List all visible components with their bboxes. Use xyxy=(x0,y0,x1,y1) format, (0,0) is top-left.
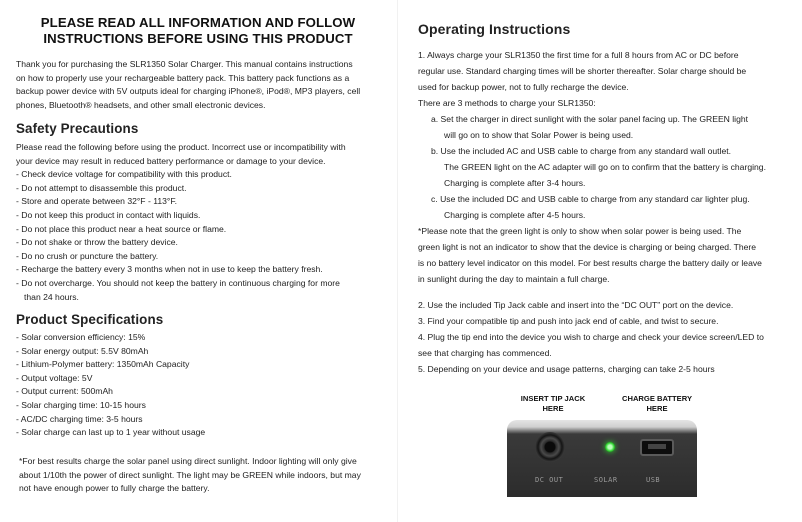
solar-label: SOLAR xyxy=(594,476,618,484)
note-line: in sunlight during the day to maintain a full charge. xyxy=(418,274,610,284)
dc-out-label: DC OUT xyxy=(535,476,564,484)
usb-label: USB xyxy=(646,476,661,484)
page-title xyxy=(14,15,382,47)
insert-tip-jack-label xyxy=(508,394,598,414)
step-1 xyxy=(418,47,798,287)
text-line: Thank you for purchasing the SLR1350 Solar Charger. This manual contains instructions xyxy=(16,59,353,69)
list-item: - Store and operate between 32°F - 113°F. xyxy=(16,196,178,207)
text-line: your device may result in reduced battery performance or damage to your device. xyxy=(16,155,326,166)
text-line: Charging is complete after 3-4 hours. xyxy=(444,178,586,188)
list-item: - Do not place this product near a heat source or flame. xyxy=(16,223,227,234)
list-item: 3. Find your compatible tip and push into jack end of cable, and twist to secure. xyxy=(418,316,719,326)
dc-jack-port-icon xyxy=(535,432,565,462)
note-line: *Please note that the green light is only to show when solar power is being used. The xyxy=(418,226,742,236)
list-item: - AC/DC charging time: 3-5 hours xyxy=(16,413,143,424)
text-line: The GREEN light on the AC adapter will go on to confirm that the battery is charging. xyxy=(444,162,766,172)
text-line: Please read the following before using the product. Incorrect use or incompatibility with xyxy=(16,142,346,152)
specs-heading: Product Specifications xyxy=(16,312,164,327)
label-line: HERE xyxy=(646,404,668,413)
device-photo xyxy=(507,420,697,497)
column-divider xyxy=(397,0,398,522)
list-item: see that charging has commenced. xyxy=(418,348,552,358)
steps-2-5 xyxy=(418,297,798,377)
title-line: INSTRUCTIONS BEFORE USING THIS PRODUCT xyxy=(43,31,353,46)
text-line: 1. Always charge your SLR1350 the first time for a full 8 hours from AC or DC before xyxy=(418,50,739,60)
label-line: HERE xyxy=(542,404,564,413)
list-item: - Check device voltage for compatibility with this product. xyxy=(16,169,232,180)
list-item: - Do not shake or throw the battery device. xyxy=(16,237,178,248)
text-line: regular use. Standard charging times will be shorter thereafter. Solar charge should be xyxy=(418,66,747,76)
text-line: backup power device with 5V outputs ideal for charging iPhone®, iPod®, MP3 players, cell xyxy=(16,86,361,97)
list-item: - Lithium-Polymer battery: 1350mAh Capacity xyxy=(16,359,190,370)
note-line: green light is not an indicator to show that the device is charging or being charged. There xyxy=(418,242,757,252)
list-item: - Solar energy output: 5.5V 80mAh xyxy=(16,345,149,356)
text-line: phones, Bluetooth® headsets, and other small electronic devices. xyxy=(16,99,266,110)
left-column xyxy=(0,0,394,522)
list-item: 2. Use the included Tip Jack cable and insert into the “DC OUT” port on the device. xyxy=(418,300,734,310)
list-item: - Do no crush or puncture the battery. xyxy=(16,250,159,261)
intro-paragraph xyxy=(16,58,388,112)
label-line: CHARGE BATTERY xyxy=(621,394,693,403)
green-led-icon xyxy=(605,442,615,452)
text-line: Charging is complete after 4-5 hours. xyxy=(444,210,586,220)
usb-port-icon xyxy=(640,439,674,456)
text-line: not have enough power to fully charge the battery. xyxy=(19,483,210,494)
list-item: 4. Plug the tip end into the device you wish to charge and check your device screen/LED to xyxy=(418,332,764,342)
list-item: - Recharge the battery every 3 months when not in use to keep the battery fresh. xyxy=(16,264,323,275)
text-line: There are 3 methods to charge your SLR1350: xyxy=(418,98,596,108)
text-line: will go on to show that Solar Power is being used. xyxy=(444,130,634,140)
list-item: - Solar charge can last up to 1 year without usage xyxy=(16,427,206,438)
footnote xyxy=(19,455,391,496)
method-c: c. Use the included DC and USB cable to charge from any standard car lighter plug. xyxy=(431,194,750,204)
method-b: b. Use the included AC and USB cable to charge from any standard wall outlet. xyxy=(431,146,731,156)
list-item: 5. Depending on your device and usage patterns, charging can take 2-5 hours xyxy=(418,364,715,374)
list-item: than 24 hours. xyxy=(24,291,79,302)
list-item: - Output current: 500mAh xyxy=(16,386,113,397)
specs-list xyxy=(16,331,388,440)
safety-heading: Safety Precautions xyxy=(16,121,139,136)
charge-battery-label xyxy=(610,394,704,414)
operating-heading: Operating Instructions xyxy=(418,21,571,37)
list-item: - Do not attempt to disassemble this product. xyxy=(16,182,187,193)
list-item: - Solar charging time: 10-15 hours xyxy=(16,399,146,410)
list-item: - Do not overcharge. You should not keep the battery in continuous charging for more xyxy=(16,277,340,288)
list-item: - Solar conversion efficiency: 15% xyxy=(16,332,146,342)
label-line: INSERT TIP JACK xyxy=(520,394,586,403)
title-line: PLEASE READ ALL INFORMATION AND FOLLOW xyxy=(40,15,356,30)
list-item: - Output voltage: 5V xyxy=(16,372,93,383)
safety-list xyxy=(16,141,388,304)
method-a: a. Set the charger in direct sunlight with the solar panel facing up. The GREEN light xyxy=(431,114,749,124)
text-line: used for backup power, not to fully recharge the device. xyxy=(418,82,629,92)
text-line: *For best results charge the solar panel using direct sunlight. Indoor lighting will only give xyxy=(19,456,357,466)
text-line: on how to properly use your rechargeable battery pack. This battery pack functions as a xyxy=(16,72,350,83)
note-line: is no battery level indicator on this model. For best results charge the battery daily or leave xyxy=(418,258,762,268)
list-item: - Do not keep this product in contact with liquids. xyxy=(16,209,201,220)
text-line: about 1/10th the power of direct sunlight. The light may be GREEN while indoors, but may xyxy=(19,469,361,480)
